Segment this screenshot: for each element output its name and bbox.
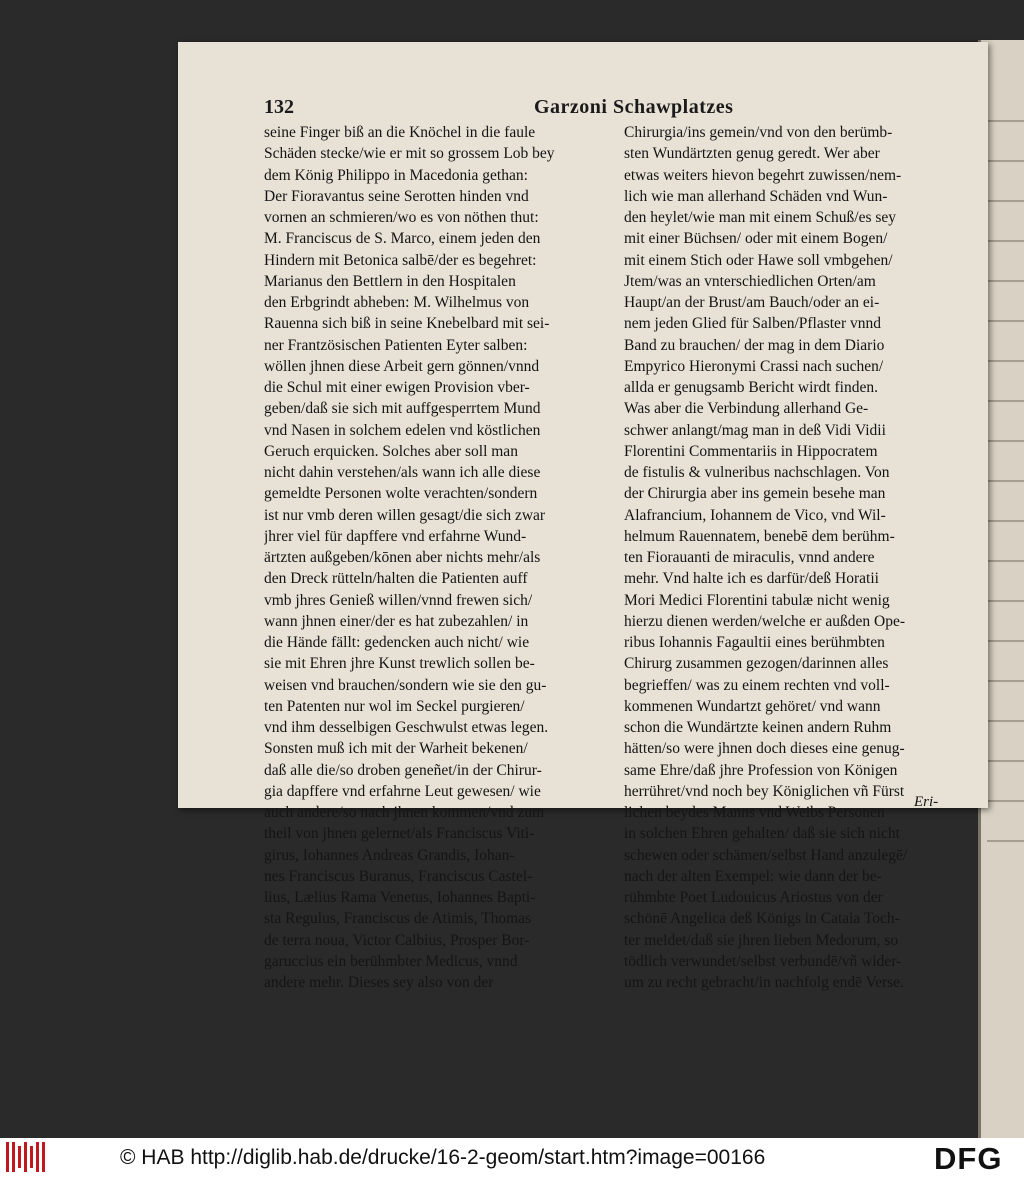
text-line: Hindern mit Betonica salbē/der es begehret: (264, 251, 537, 269)
text-line: gia dapffere vnd erfahrne Leut gewesen/ wie (264, 782, 541, 800)
text-line: ten Fiorauanti de miraculis, vnnd andere (624, 549, 875, 566)
text-line: Schäden stecke/wie er mit so grossem Lob bey (264, 145, 555, 163)
text-line: allda er genugsamb Bericht wirdt finden. (624, 379, 878, 396)
text-line: sta Regulus, Franciscus de Atimis, Thomas (264, 910, 532, 928)
page-number: 132 (264, 96, 294, 118)
text-line: Florentini Commentariis in Hippocratem (624, 442, 878, 460)
text-line: sie mit Ehren jhre Kunst trewlich sollen be- (264, 655, 535, 673)
text-line: den Dreck rütteln/halten die Patienten auff (264, 570, 528, 588)
text-line: Sonsten muß ich mit der Warheit bekenen/ (264, 740, 528, 758)
text-line: de fistulis & vulneribus nachschlagen. Von (624, 464, 890, 481)
text-line: sten Wundärtzten genug geredt. Wer aber (624, 145, 880, 163)
text-line: lius, Lælius Rama Venetus, Iohannes Bapti- (264, 889, 536, 906)
running-head (264, 94, 954, 124)
text-line: geben/daß sie sich mit auffgesperrtem Mund (264, 400, 541, 418)
text-line: wann jhnen einer/der es hat zubezahlen/ in (264, 612, 529, 630)
text-line: Marianus den Bettlern in den Hospitalen (264, 272, 516, 290)
text-line: schönē Angelica deß Königs in Cataia Toch- (624, 910, 900, 928)
text-line: jhrer viel für dapffere vnd erfahrne Wund- (264, 527, 527, 545)
text-line: der Chirurgia aber ins gemein besehe man (624, 485, 886, 503)
text-line: ärtzten außgeben/kōnen aber nichts mehr/als (264, 549, 541, 566)
text-line: Mori Medici Florentini tabulæ nicht wenig (624, 591, 890, 609)
text-line: vornen an schmieren/wo es von nöthen thut: (264, 209, 539, 226)
text-line: Geruch erquicken. Solches aber soll man (264, 442, 518, 460)
text-line: nach der alten Exempel: wie dann der be- (624, 867, 882, 885)
text-line: weisen vnd brauchen/sondern wie sie den gu- (264, 676, 547, 694)
text-line: schon die Wundärtzte keinen andern Ruhm (624, 719, 892, 736)
text-line: vnd ihm desselbigen Geschwulst etwas legen. (264, 719, 549, 736)
text-line: Empyrico Hieronymi Crassi nach suchen/ (624, 357, 884, 375)
text-line: schwer anlangt/mag man in deß Vidi Vidii (624, 421, 886, 439)
left-text-column (264, 122, 609, 993)
text-line: ter meldet/daß sie jhren lieben Medorum, so (624, 931, 899, 949)
text-line: helmum Rauennatem, benebē dem berühm- (624, 527, 895, 545)
text-line: kommenen Wundartzt gehöret/ vnd wann (624, 697, 881, 715)
text-line: auch andere/so nach jhnen kommen/vnd zum (264, 804, 545, 821)
text-line: um zu recht gebracht/in nachfolg endē Verse. (624, 974, 904, 991)
text-line: mit einer Büchsen/ oder mit einem Bogen/ (624, 230, 888, 248)
text-line: nem jeden Glied für Salben/Pflaster vnnd (624, 315, 881, 333)
text-line: same Ehre/daß jhre Profession von Königen (624, 761, 898, 779)
text-line: andere mehr. Dieses sey also von der (264, 974, 494, 991)
text-line: Rauenna sich biß in seine Knebelbard mit sei- (264, 315, 550, 333)
text-line: theil von jhnen gelernet/als Franciscus Viti- (264, 825, 535, 843)
text-line: Chirurg zusammen gezogen/darinnen alles (624, 655, 889, 673)
text-line: mehr. Vnd halte ich es darfür/deß Horatii (624, 570, 879, 588)
text-line: etwas weiters hievon begehrt zuwissen/nem- (624, 166, 902, 184)
text-line: ner Frantzösischen Patienten Eyter salben: (264, 336, 528, 354)
catchword: Eri- (914, 794, 939, 810)
text-line: den heylet/wie man mit einem Schuß/es sey (624, 209, 897, 226)
text-line: vnd Nasen in solchem edelen vnd köstlichen (264, 421, 541, 439)
text-line: rühmbte Poet Ludouicus Ariostus von der (624, 889, 883, 906)
text-line: nicht dahin verstehen/als wann ich alle diese (264, 464, 541, 481)
text-line: seine Finger biß an die Knöchel in die faule (264, 124, 536, 141)
text-line: Der Fioravantus seine Serotten hinden vnd (264, 187, 529, 205)
book-page (178, 42, 988, 991)
text-line: dem König Philippo in Macedonia gethan: (264, 166, 528, 184)
text-line: Was aber die Verbindung allerhand Ge- (624, 400, 869, 418)
text-line: nes Franciscus Buranus, Franciscus Castel- (264, 867, 533, 885)
text-line: girus, Iohannes Andreas Grandis, Iohan- (264, 846, 515, 864)
text-line: hierzu dienen werden/welche er außden Ope- (624, 612, 906, 630)
hab-logo-icon (6, 1142, 46, 1172)
text-line: Chirurgia/ins gemein/vnd von den berümb- (624, 124, 893, 141)
text-line: ist nur vmb deren willen gesagt/die sich zwar (264, 506, 546, 524)
running-title: Garzoni Schawplatzes (534, 96, 734, 118)
text-line: Jtem/was an vnterschiedlichen Orten/am (624, 272, 876, 290)
text-line: mit einem Stich oder Hawe soll vmbgehen/ (624, 251, 893, 269)
text-line: die Hände fällt: gedencken auch nicht/ wie (264, 634, 530, 651)
text-line: den Erbgrindt abheben: M. Wilhelmus von (264, 294, 530, 311)
text-line: vmb jhres Genieß willen/vnnd frewen sich/ (264, 591, 533, 609)
text-line: gemeldte Personen wolte verachten/sondern (264, 485, 538, 503)
text-line: lich wie man allerhand Schäden vnd Wun- (624, 187, 888, 205)
text-line: lichen beydes Manns vnd Weibs Personen (624, 804, 885, 821)
text-line: tödlich verwundet/selbst verbundē/vñ wider- (624, 952, 902, 970)
text-line: Haupt/an der Brust/am Bauch/oder an ei- (624, 294, 880, 311)
text-line: ten Patenten nur wol im Seckel purgieren/ (264, 697, 525, 715)
copyright-url-text: © HAB http://diglib.hab.de/drucke/16-2-geom/start.htm?image=00166 (120, 1146, 766, 1169)
footer-bar (0, 1138, 1024, 1177)
text-line: ribus Iohannis Fagaultii eines berühmbten (624, 634, 885, 651)
text-line: wöllen jhnen diese Arbeit gern gönnen/vnnd (264, 357, 540, 375)
text-line: M. Franciscus de S. Marco, einem jeden den (264, 230, 541, 248)
text-line: schewen oder schämen/selbst Hand anzulegē/ (624, 846, 908, 864)
text-line: herrühret/vnd noch bey Königlichen vñ Fürst (624, 782, 905, 800)
text-line: die Schul mit einer ewigen Provision vber- (264, 379, 530, 396)
text-line: in solchen Ehren gehalten/ daß sie sich nicht (624, 825, 900, 843)
dfg-logo: DFG (934, 1141, 1003, 1176)
text-line: begrieffen/ was zu einem rechten vnd voll- (624, 676, 890, 694)
text-line: daß alle die/so droben geneñet/in der Chirur- (264, 761, 542, 779)
text-line: hätten/so were jhnen doch dieses eine genug- (624, 740, 905, 758)
text-line: Band zu brauchen/ der mag in dem Diario (624, 336, 885, 354)
text-line: garuccius ein berühmbter Medicus, vnnd (264, 952, 518, 970)
text-line: de terra noua, Victor Calbius, Prosper Bor- (264, 931, 530, 949)
right-text-column (624, 122, 969, 993)
text-line: Alafrancium, Iohannem de Vico, vnd Wil- (624, 506, 886, 524)
